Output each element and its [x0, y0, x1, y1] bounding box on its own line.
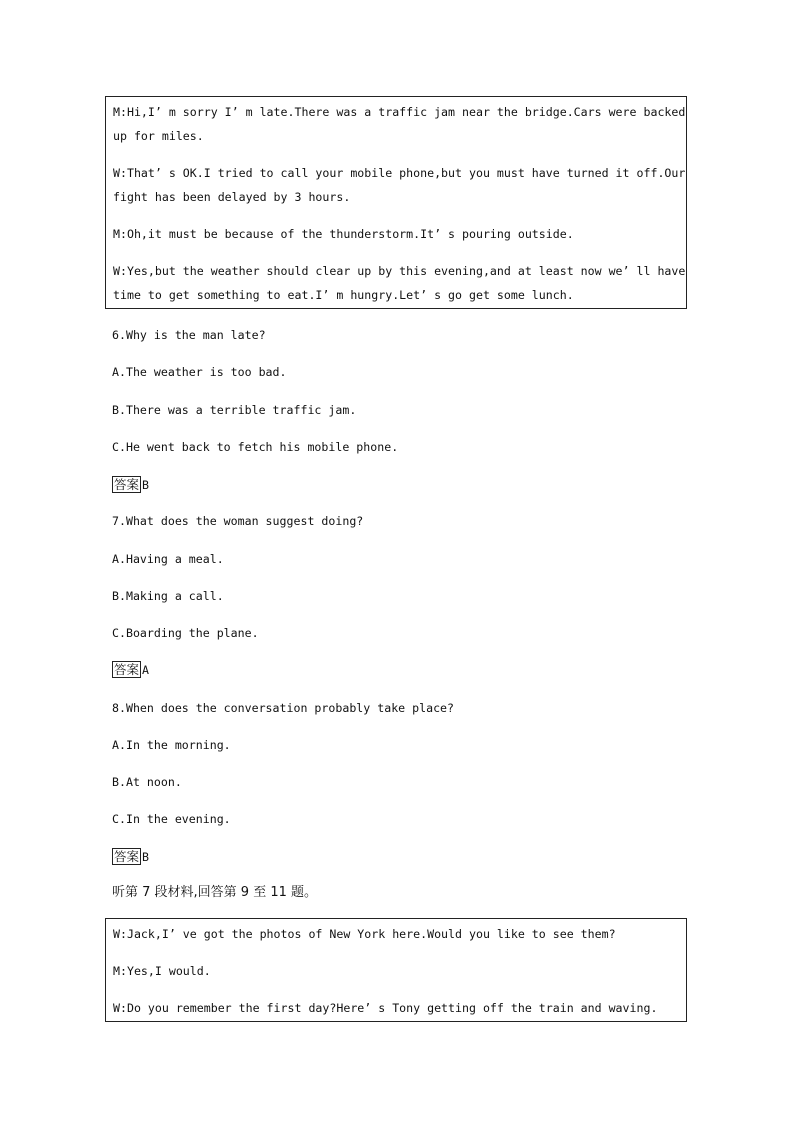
option-8b: B.At noon. [112, 775, 182, 789]
answer-value: B [142, 478, 149, 492]
answer-6 [112, 476, 149, 493]
question-8: 8.When does the conversation probably take place? [112, 701, 455, 715]
answer-value: B [142, 850, 149, 864]
dialogue-line: W:Jack,I’ ve got the photos of New York here.Would you like to see them? [113, 927, 616, 941]
option-6b: B.There was a terrible traffic jam. [112, 403, 357, 417]
dialogue-box-2 [105, 918, 687, 1022]
dialogue-line: time to get something to eat.I’ m hungry.Let’ s go get some lunch. [113, 288, 574, 302]
dialogue-line: up for miles. [113, 129, 204, 143]
option-6c: C.He went back to fetch his mobile phone. [112, 440, 399, 454]
option-8a: A.In the morning. [112, 738, 231, 752]
option-7c: C.Boarding the plane. [112, 626, 259, 640]
dialogue-box-1 [105, 96, 687, 309]
answer-label: 答案 [114, 849, 140, 864]
answer-value: A [142, 663, 149, 677]
dialogue-line: fight has been delayed by 3 hours. [113, 190, 351, 204]
answer-7 [112, 661, 149, 678]
dialogue-line: W:That’ s OK.I tried to call your mobile phone,but you must have turned it off.Our [113, 166, 686, 180]
dialogue-line: M:Yes,I would. [113, 964, 211, 978]
option-6a: A.The weather is too bad. [112, 365, 287, 379]
answer-label: 答案 [114, 477, 140, 492]
question-6: 6.Why is the man late? [112, 328, 266, 342]
dialogue-line: M:Hi,I’ m sorry I’ m late.There was a traffic jam near the bridge.Cars were backed [113, 105, 686, 119]
option-7b: B.Making a call. [112, 589, 224, 603]
answer-label: 答案 [114, 662, 140, 677]
dialogue-line: M:Oh,it must be because of the thunderstorm.It’ s pouring outside. [113, 227, 574, 241]
question-7: 7.What does the woman suggest doing? [112, 514, 364, 528]
option-8c: C.In the evening. [112, 812, 231, 826]
section-heading: 听第 7 段材料,回答第 9 至 11 题。 [112, 885, 318, 900]
dialogue-line: W:Do you remember the first day?Here’ s Tony getting off the train and waving. [113, 1001, 658, 1015]
option-7a: A.Having a meal. [112, 552, 224, 566]
dialogue-line: W:Yes,but the weather should clear up by this evening,and at least now we’ ll have [113, 264, 686, 278]
answer-8 [112, 848, 149, 865]
